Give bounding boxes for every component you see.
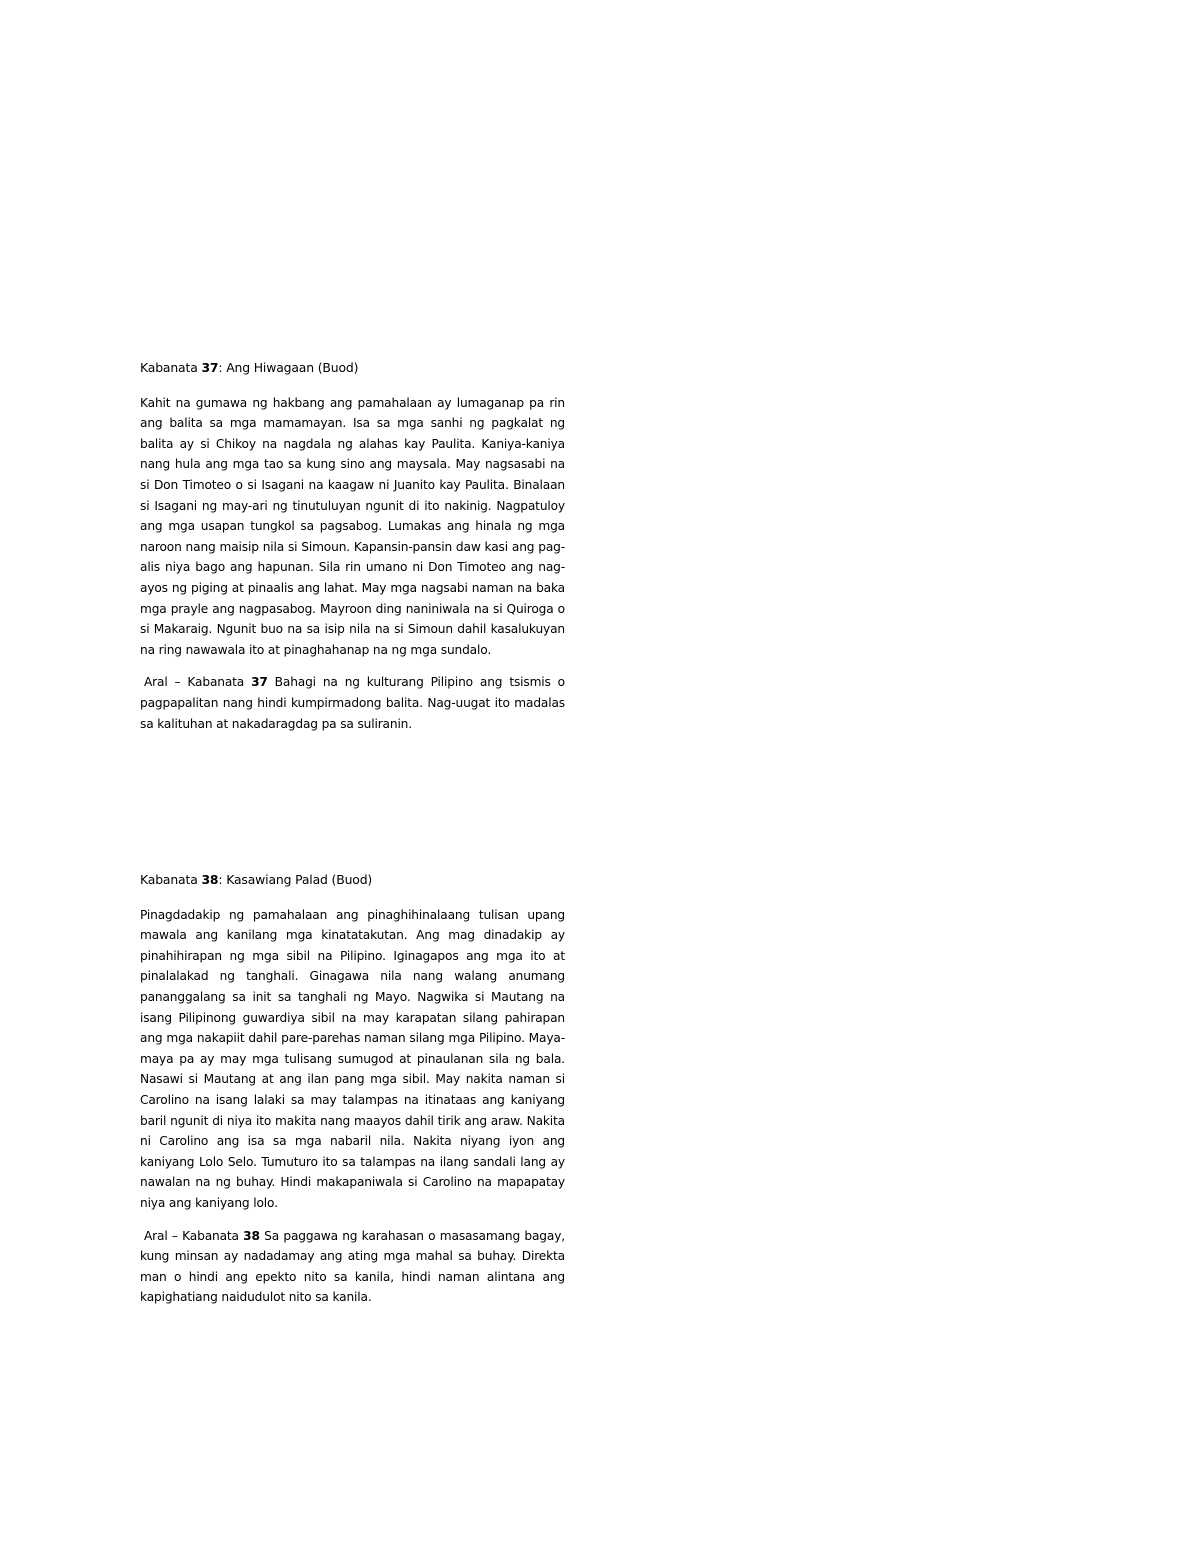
- chapter-38-summary: Pinagdadakip ng pamahalaan ang pinaghihinalaang tulisan upang mawala ang kanilang mga kinatatakutan. Ang mag dinadakip ay pinahihirapan ng mga sibil na Pilipino. Iginagapos ang mga ito at pinalalakad ng tanghali. Ginagawa nila nang walang anumang pananggalang sa init sa tanghali ng Mayo. Nagwika si Mautang na isang Pilipinong guwardiya sibil na may karapatan silang pahirapan ang mga nakapiit dahil pare-parehas naman silang mga Pilipino. Maya-maya pa ay may mga tulisang sumugod at pinaulanan sila ng bala. Nasawi si Mautang at ang ilan pang mga sibil. May nakita naman si Carolino na isang lalaki sa may talampas na itinataas ang kaniyang baril ngunit di niya ito makita nang maayos dahil tirik ang araw. Nakita ni Carolino ang isa sa mga nabaril nila. Nakita niyang iyon ang kaniyang Lolo Selo. Tumuturo ito sa talampas na ilang sandali lang ay nawalan na ng buhay. Hindi makapaniwala si Carolino na mapapatay niya ang kaniyang lolo.: [140, 907, 565, 1210]
- chapter-38-lesson: [140, 1226, 565, 1308]
- chapter-38-heading: [140, 870, 565, 891]
- chapter-37-lesson-number: 37: [251, 675, 268, 690]
- chapter-38-heading-number: 38: [201, 872, 219, 887]
- chapter-37-lesson-prefix: Aral – Kabanata: [144, 675, 252, 690]
- chapter-38-heading-title: : Kasawiang Palad (Buod): [218, 872, 373, 887]
- chapter-37-section: [140, 358, 565, 734]
- chapter-37-lesson: [140, 672, 565, 734]
- chapter-37-heading-prefix: Kabanata: [140, 360, 202, 375]
- chapter-38-lesson-prefix: Aral – Kabanata: [144, 1228, 244, 1243]
- chapter-37-lesson-text: Bahagi na ng kulturang Pilipino ang tsismis o pagpapalitan nang hindi kumpirmadong balita. Nag-uugat ito madalas sa kalituhan at nakadaragdag pa sa suliranin.: [140, 675, 565, 731]
- chapter-37-heading: [140, 358, 565, 379]
- chapter-38-heading-prefix: Kabanata: [140, 872, 202, 887]
- chapter-38-section: [140, 870, 565, 1308]
- chapter-38-lesson-number: 38: [243, 1228, 260, 1243]
- chapter-38-lesson-text: Sa paggawa ng karahasan o masasamang bagay, kung minsan ay nadadamay ang ating mga mahal sa buhay. Direkta man o hindi ang epekto nito sa kanila, hindi naman alintana ang kapighatiang naidudulot nito sa kanila.: [140, 1228, 565, 1305]
- chapter-37-heading-title: : Ang Hiwagaan (Buod): [218, 360, 359, 375]
- chapter-37-summary: Kahit na gumawa ng hakbang ang pamahalaan ay lumaganap pa rin ang balita sa mga mamamayan. Isa sa mga sanhi ng pagkalat ng balita ay si Chikoy na nagdala ng alahas kay Paulita. Kaniya-kaniya nang hula ang mga tao sa kung sino ang maysala. May nagsasabi na si Don Timoteo o si Isagani na kaagaw ni Juanito kay Paulita. Binalaan si Isagani ng may-ari ng tinutuluyan ngunit di ito nakinig. Nagpatuloy ang mga usapan tungkol sa pagsabog. Lumakas ang hinala ng mga naroon nang maisip nila si Simoun. Kapansin-pansin daw kasi ang pag-alis niya bago ang hapunan. Sila rin umano ni Don Timoteo ang nag-ayos ng piging at pinaalis ang lahat. May mga nagsabi naman na baka mga prayle ang nagpasabog. Mayroon ding naniniwala na si Quiroga o si Makaraig. Ngunit buo na sa isip nila na si Simoun dahil kasalukuyan na ring nawawala ito at pinaghahanap na ng mga sundalo.: [140, 395, 565, 657]
- chapter-37-heading-number: 37: [201, 360, 219, 375]
